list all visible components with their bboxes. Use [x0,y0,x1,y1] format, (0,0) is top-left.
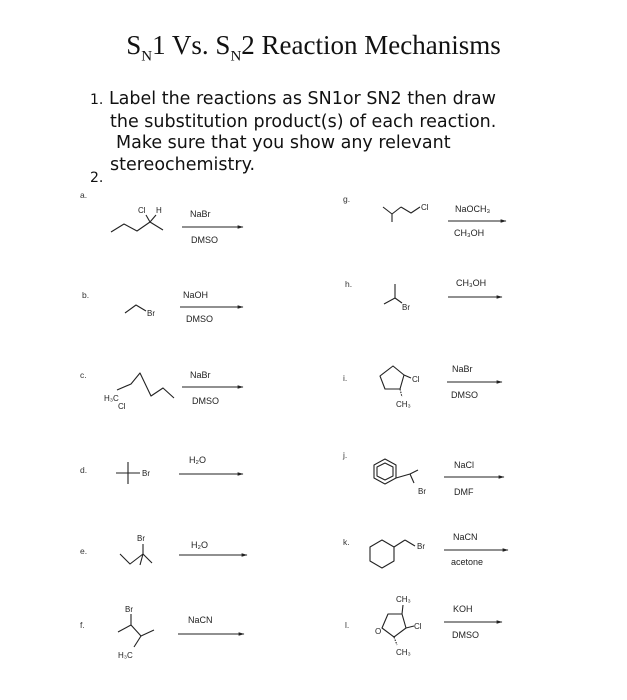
reagent-c-bottom: DMSO [192,396,219,406]
reaction-label-a: a. [80,190,88,200]
reaction-label-h: h. [345,279,353,289]
molecule-a-skeleton [111,222,163,232]
reaction-label-c: c. [80,370,87,380]
reaction-i [343,364,502,409]
atom-c-cl: Cl [118,402,126,411]
atom-h-br: Br [402,303,410,312]
reaction-label-g: g. [343,194,351,204]
atom-i-cl: Cl [412,375,420,384]
atom-f-br: Br [125,605,133,614]
reagent-c-top: NaBr [190,370,211,380]
reaction-k [343,532,508,568]
atom-g-cl: Cl [421,203,429,212]
reagent-g-bottom: CH₃OH [454,228,485,238]
reagent-k-top: NaCN [453,532,478,542]
atom-i-ch3: CH₃ [396,400,411,409]
instruction-line-1: Label the reactions as SN1or SN2 then draw [108,89,496,109]
reagent-l-top: KOH [453,604,473,614]
reagent-b-bottom: DMSO [186,314,213,324]
reagent-b-top: NaOH [183,290,209,300]
reagent-a-bottom: DMSO [191,235,218,245]
atom-e-br: Br [137,534,145,543]
reaction-d [80,455,243,484]
page-title: $S_N1$ Vs. $S_N2$ Reaction Mechanisms [126,30,501,65]
reaction-label-d: d. [80,465,88,475]
atom-k-br: Br [417,542,425,551]
molecule-f-skeleton [118,614,131,632]
reaction-e [80,534,247,565]
reagent-i-top: NaBr [452,364,473,374]
reaction-h [345,278,502,312]
molecule-i-ring [380,366,404,389]
reagent-f-top: NaCN [188,615,213,625]
reaction-l [345,595,502,657]
molecule-g-skeleton [383,207,401,214]
reagent-j-top: NaCl [454,460,475,470]
reagent-e-top: H₂O [191,540,208,550]
reaction-label-e: e. [80,546,88,556]
atom-j-br: Br [418,487,426,496]
reagent-i-bottom: DMSO [451,390,478,400]
instruction-line-4: stereochemistry. [110,154,256,175]
reaction-j [342,450,504,497]
molecule-k-ring [370,540,394,568]
reaction-c [80,370,243,411]
atom-d-br: Br [142,469,150,478]
reagent-a-top: NaBr [190,209,211,219]
reagent-d-top: H₂O [189,455,206,465]
molecule-e-skeleton [120,554,152,564]
atom-l-o: O [375,627,382,636]
atom-c-h3c: H₃C [104,394,119,403]
atom-l-ch3-top: CH₃ [396,595,411,604]
instruction-line-2: the substitution product(s) of each reaction. [110,111,497,132]
reagent-j-bottom: DMF [454,487,474,497]
atom-a-cl: Cl [138,206,146,215]
reaction-g [343,194,506,238]
reaction-label-k: k. [343,537,350,547]
molecule-b-skeleton [125,305,146,313]
question-number-2: 2. [90,170,104,186]
molecule-c-skeleton [117,373,174,398]
question-number-1: 1. [90,92,104,108]
atom-f-h3c: H₃C [118,651,133,660]
reaction-a [80,190,243,245]
atom-l-cl: Cl [414,622,422,631]
reaction-label-f: f. [80,620,85,630]
reaction-label-l: l. [345,620,350,630]
reagent-h-top: CH₃OH [456,278,487,288]
atom-l-ch3-bottom: CH₃ [396,648,411,657]
reagent-g-top: NaOCH₃ [455,204,491,214]
reaction-label-i: i. [343,373,348,383]
reaction-b [82,290,243,324]
atom-a-h: H [156,206,162,215]
reagent-l-bottom: DMSO [452,630,479,640]
atom-b-br: Br [147,309,155,318]
reagent-k-bottom: acetone [451,557,484,567]
instruction-line-3: Make sure that you show any relevant [116,133,451,153]
reaction-f [80,605,244,660]
reaction-label-j: j. [343,450,348,460]
molecule-l-ring [382,614,406,637]
reaction-label-b: b. [82,290,90,300]
